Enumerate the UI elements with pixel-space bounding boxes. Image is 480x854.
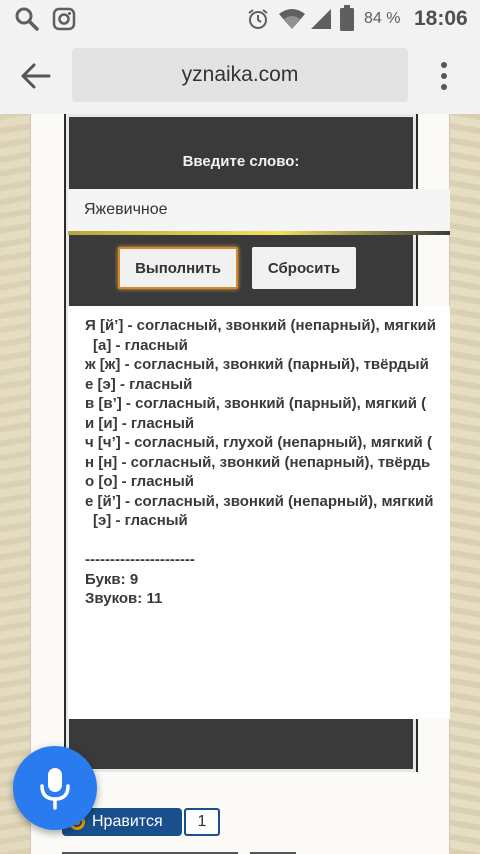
parchment-background-left bbox=[0, 114, 30, 854]
result-line: е [э] - гласный bbox=[85, 375, 193, 393]
search-icon bbox=[14, 6, 40, 32]
widget-footer bbox=[66, 719, 416, 772]
execute-button[interactable]: Выполнить bbox=[118, 247, 238, 289]
battery-percent: 84 % bbox=[364, 10, 401, 27]
result-line: Я [й’] - согласный, звонкий (непарный), мягкий bbox=[85, 317, 436, 334]
reset-button[interactable]: Сбросить bbox=[252, 247, 356, 289]
back-arrow-icon[interactable] bbox=[20, 62, 52, 90]
result-separator: ---------------------- bbox=[85, 551, 195, 568]
instagram-icon bbox=[52, 7, 76, 31]
clock-time: 18:06 bbox=[414, 7, 468, 30]
result-line: н [н] - согласный, звонкий (непарный), твёрдь bbox=[85, 453, 431, 471]
web-page bbox=[0, 114, 480, 854]
word-input[interactable] bbox=[68, 189, 450, 231]
browser-address-bar bbox=[0, 38, 480, 114]
result-line: и [и] - гласный bbox=[85, 414, 195, 432]
status-bar bbox=[0, 0, 480, 38]
parchment-background-right bbox=[450, 114, 480, 854]
more-vert-icon[interactable] bbox=[432, 58, 456, 94]
like-label: Нравится bbox=[92, 813, 163, 830]
url-field[interactable]: yznaika.com bbox=[72, 48, 408, 102]
result-line: ч [ч’] - согласный, глухой (непарный), мягкий ( bbox=[85, 434, 432, 451]
result-line: е [й’] - согласный, звонкий (непарный), мягкий bbox=[85, 492, 434, 510]
input-prompt-label: Введите слово: bbox=[182, 153, 300, 170]
result-line: [э] - гласный bbox=[93, 512, 188, 529]
wifi-icon bbox=[278, 8, 306, 30]
result-panel bbox=[68, 306, 450, 719]
like-count: 1 bbox=[184, 808, 220, 836]
result-line: о [о] - гласный bbox=[85, 473, 194, 490]
microphone-icon bbox=[37, 766, 73, 810]
letter-count: Букв: 9 bbox=[85, 570, 139, 588]
result-line: ж [ж] - согласный, звонкий (парный), твёрдый bbox=[85, 356, 429, 373]
result-line: [а] - гласный bbox=[93, 336, 188, 354]
voice-search-button[interactable] bbox=[13, 746, 97, 830]
battery-icon bbox=[340, 5, 354, 31]
input-underline bbox=[68, 231, 450, 235]
signal-icon bbox=[310, 8, 332, 30]
sound-count: Звуков: 11 bbox=[85, 590, 163, 607]
result-line: в [в’] - согласный, звонкий (парный), мягкий ( bbox=[85, 395, 427, 412]
alarm-icon bbox=[246, 7, 270, 31]
result-spacer bbox=[85, 531, 450, 551]
